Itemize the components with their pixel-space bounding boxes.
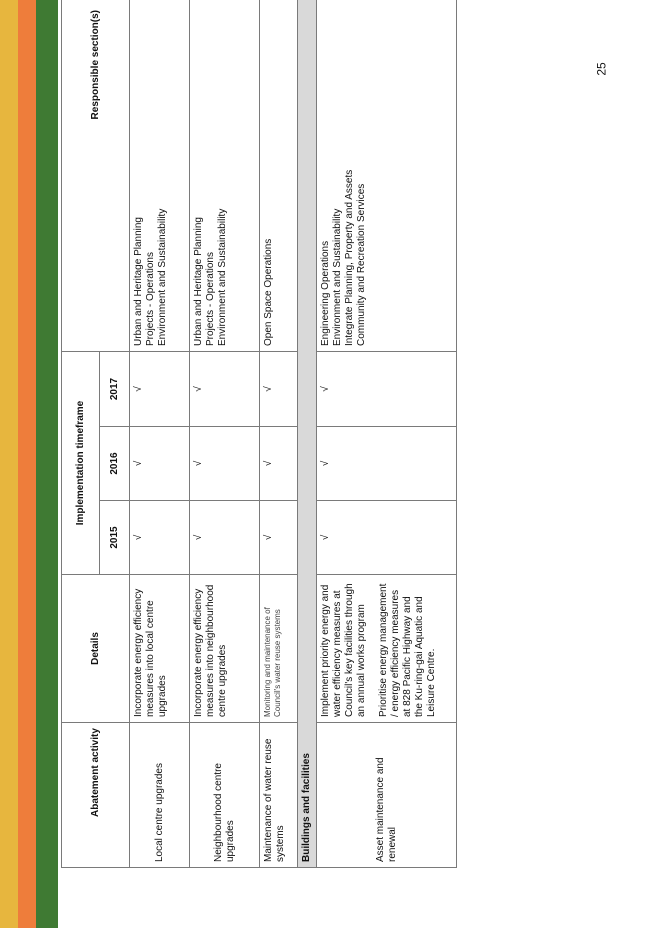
details-cell [317,575,457,723]
responsible-line: Integrate Planning, Property and Assets [344,169,355,346]
header-2016: 2016 [100,427,130,501]
section-title: Buildings and facilities [298,0,317,868]
responsible-line: Urban and Heritage Planning [193,217,204,346]
stripe-orange [18,0,36,928]
details-cell: Incorporate energy efficiency measures into local centre upgrades [130,575,190,723]
responsible-cell [260,0,298,351]
page-number: 25 [594,62,609,76]
table-row [190,0,260,868]
responsible-line: Projects - Operations [145,252,156,346]
check-2017: √ [130,351,190,426]
check-2015: √ [317,501,457,575]
stripe-yellow [0,0,18,928]
responsible-cell [317,0,457,351]
activity-cell: Local centre upgrades [130,723,190,868]
check-2015: √ [190,501,260,575]
details-cell: Monitoring and maintenance of Council's water reuse systems [260,575,298,723]
activity-cell: Maintenance of water reuse systems [260,723,298,868]
details-paragraph: Prioritise energy management / energy efficiency measures at 828 Pacific Highway and the Ku-ring-gai Aquatic and Leisure Centre. [378,583,437,717]
activity-cell: Asset maintenance and renewal [317,723,457,868]
details-cell: Incorporate energy efficiency measures into neighbourhood centre upgrades [190,575,260,723]
responsible-line: Environment and Sustainability [157,208,168,346]
responsible-cell [190,0,260,351]
header-details: Details [62,575,130,723]
check-2017: √ [190,351,260,426]
check-2016: √ [317,427,457,501]
header-2017: 2017 [100,351,130,426]
check-2016: √ [130,427,190,501]
table-row [130,0,190,868]
details-paragraph: Implement priority energy and water efficiency measures at Council's key facilities through an annual works program [320,583,367,717]
check-2016: √ [260,427,298,501]
header-responsible: Responsible section(s) [62,0,130,351]
table-row [317,0,457,868]
responsible-line: Urban and Heritage Planning [133,217,144,346]
header-timeframe: Implementation timeframe [62,351,100,574]
header-2015: 2015 [100,501,130,575]
check-2017: √ [260,351,298,426]
responsible-cell [130,0,190,351]
responsible-line: Engineering Operations [320,240,331,346]
stripe-green [36,0,58,928]
responsible-line: Community and Recreation Services [356,183,367,346]
table-row [260,0,298,868]
abatement-table [61,0,457,868]
rotated-table-container [61,0,468,868]
responsible-line: Projects - Operations [205,252,216,346]
section-row [298,0,317,868]
header-activity: Abatement activity [62,723,130,868]
responsible-line: Environment and Sustainability [217,208,228,346]
responsible-line: Open Space Operations [263,238,274,346]
check-2016: √ [190,427,260,501]
responsible-line: Environment and Sustainability [332,208,343,346]
check-2015: √ [130,501,190,575]
activity-cell: Neighbourhood centre upgrades [190,723,260,868]
check-2015: √ [260,501,298,575]
header-row-1 [62,0,100,868]
check-2017: √ [317,351,457,426]
